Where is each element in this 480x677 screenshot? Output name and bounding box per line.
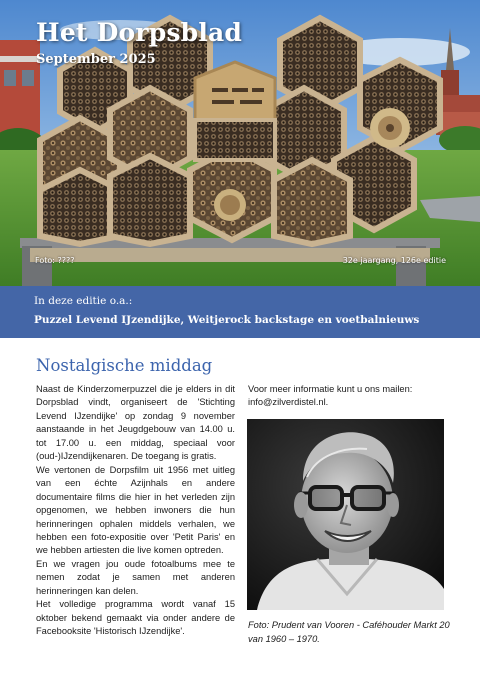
article-body: [36, 383, 235, 639]
contact-text: Voor meer informatie kunt u ons mailen: info@zilverdistel.nl.: [248, 384, 413, 408]
edition-info: 32e jaargang, 126e editie: [342, 256, 446, 265]
highlights-topics: Puzzel Levend IJzendijke, Weitjerock backstage en voetbalnieuws: [34, 314, 420, 326]
cover-photo: [0, 0, 480, 286]
photo-caption: Foto: Prudent van Vooren - Caféhouder Markt 20 van 1960 – 1970.: [248, 620, 450, 644]
article-title: Nostalgische middag: [36, 356, 213, 375]
cover-photo-credit: Foto: ????: [35, 256, 75, 265]
article-paragraph: Het volledige programma wordt vanaf 15 oktober bekend gemaakt via onder andere de Facebooksite 'Historisch IJzendijke'.: [36, 599, 235, 637]
highlights-band: [0, 286, 480, 338]
issue-date: September 2025: [36, 52, 156, 67]
newsletter-title: Het Dorpsblad: [36, 18, 243, 47]
article-paragraph: En we vragen jou oude fotoalbums mee te nemen zodat je samen met anderen herinneringen kan delen.: [36, 558, 235, 596]
contact-info: [248, 383, 448, 410]
portrait-illustration: [247, 419, 444, 610]
highlights-label: In deze editie o.a.:: [34, 295, 133, 307]
article-paragraph: Naast de Kinderzomerpuzzel die je elders in dit Dorpsblad vindt, organiseert de 'Stichting Levend IJzendijke' op zondag 9 november aanstaande in het Jeugdgebouw van 14.00 u. tot 17.00 u. een middag, speciaal voor (oud-)IJzendijkenaren. De toegang is gratis.: [36, 384, 235, 462]
portrait-photo: [247, 419, 444, 610]
article-paragraph: We vertonen de Dorpsfilm uit 1956 met uitleg van een échte Azijnhals en andere documentaire films die hier in het verleden zijn opgenomen, we hebben inwoners die hun herinneringen ophalen middels verhalen, we hebben een foto-expositie over 'Petit Paris' en we hebben artiesten die live komen optreden.: [36, 464, 235, 556]
